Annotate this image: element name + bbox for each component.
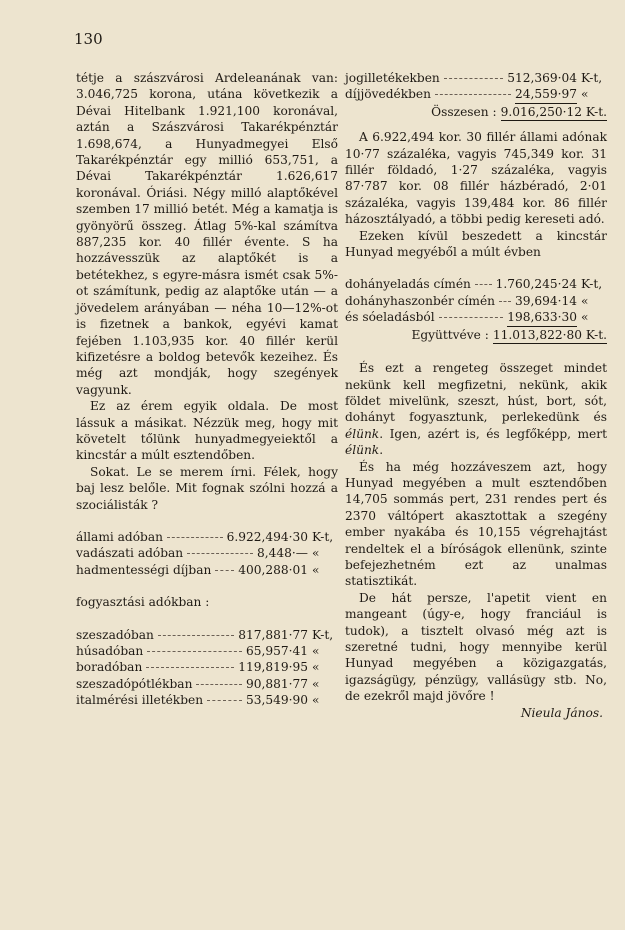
tobacco-row [345,276,607,292]
leader-dots [167,537,223,538]
total-row [345,327,607,344]
tax-label: italmérési illetékben [76,693,204,708]
tax-label: húsadóban [76,644,144,658]
tax-label: szeszadópótlékban [76,676,193,691]
total-row [345,104,607,121]
tax-unit: K-t, [312,627,334,642]
tax-row [76,659,338,675]
author-signature: Nieula János. [520,705,603,720]
tobacco-value: 39,694·14 [514,293,577,308]
tax-unit: « [312,693,320,708]
total-label: Együttvéve : [411,327,489,342]
spacer [76,578,338,594]
spacer [345,121,607,129]
tax-row [76,529,338,545]
fee-label: jogilletékekben [345,71,440,85]
leader-dots [475,284,492,285]
leader-dots [439,317,504,318]
tax-list [76,529,338,578]
emphasis: élünk [345,426,380,441]
tax-value: 817,881·77 [238,627,308,642]
fee-unit: K-t, [581,71,603,85]
tax-row [76,692,338,708]
tax-row [76,562,338,578]
spacer [76,611,338,627]
total-value: 9.016,250·12 K-t. [501,104,607,121]
leader-dots [435,94,511,95]
tax-row [76,627,338,643]
tax-value: 119,819·95 [238,660,308,675]
leader-dots [207,700,242,701]
text-run: . Igen, azért is, és legfőképp, mert [379,426,607,441]
leader-dots [187,553,253,554]
total-label: Összesen : [431,104,497,119]
section-heading: fogyasztási adókban : [76,595,210,610]
text-run: . [379,443,384,458]
paragraph: Ezeken kívül beszedett a kincstár Hunyad megyéből a múlt évben [345,228,607,260]
tax-value: 6.922,494·30 [226,529,308,544]
tax-unit: « [312,546,320,561]
tax-label: boradóban [76,660,143,675]
tax-value: 53,549·90 [245,693,308,708]
tax-row [76,643,338,659]
tax-row [76,676,338,692]
tax-unit: « [312,676,320,691]
tobacco-label: és sóeladásból [345,310,435,325]
paragraph: A 6.922,494 kor. 30 fillér állami adónak 10·77 százaléka, vagyis 745,349 kor. 31 fillér földadó, 1·27 százaléka, vagyis 87·787 kor. 08 fillér házbéradó, 2·01 százaléka, vagyis 139,484 kor. 86 fillér házosztályadó, a többi pedig kereseti adó. [345,130,607,227]
paragraph: Sokat. Le se merem írni. Félek, hogy baj lesz belőle. Mit fognak szólni hozzá a szociálisták ? [76,464,338,512]
fee-value: 512,369·04 [507,71,577,85]
fee-label: díjjövedékben [345,87,431,102]
tax-label: állami adóban [76,529,163,544]
leader-dots [147,651,242,652]
tax-value: 400,288·01 [238,562,308,577]
tobacco-unit: « [581,310,589,325]
paragraph: De hát persze, l'apetit vient en mangeant (úgy-e, hogy franciául is tudok), a tisztelt olvasó még azt is szeretné tudni, hogy mennyibe kerül Hunyad megyében a közigazgatás, igazságügy, pénzügy, vallásügy stb. No, de ezekről majd jövőre ! [345,590,607,704]
paragraph [345,360,607,458]
leader-dots [146,667,234,668]
fee-value: 24,559·97 [515,86,577,103]
tax-value: 90,881·77 [245,676,308,691]
emphasis: élünk [345,443,380,458]
tax-unit: K-t, [312,529,334,544]
tobacco-unit: K-t, [581,277,603,292]
tobacco-unit: « [581,293,589,308]
tax-label: szeszadóban [76,627,154,642]
leader-dots [196,684,242,685]
tax-value: 8,448·— [257,546,308,561]
tax-unit: « [312,644,320,658]
total-value: 11.013,822·80 K-t. [493,327,607,344]
paragraph: Ez az érem egyik oldala. De most lássuk a másikat. Nézzük meg, hogy mit követelt tőlünk hunyadmegyeiektől a kincstár a múlt esztendőben. [76,399,338,463]
tobacco-label: dohányhaszonbér címén [345,293,496,308]
tobacco-row [345,309,607,326]
spacer [345,260,607,276]
leader-dots [215,570,234,571]
tax-unit: « [312,562,320,577]
fee-list [345,70,607,121]
tobacco-row [345,293,607,309]
tax-unit: « [312,660,320,675]
leader-dots [444,78,503,79]
tax-label: vadászati adóban [76,546,184,561]
paragraph: És ha még hozzáveszem azt, hogy Hunyad megyében a mult esztendőben 14,705 sommás pert, 231 rendes pert és 2370 váltópert akasztottak a szegény ember nyakába és 10,155 végrehajtást rendeltek el a bíróságok ellenünk, szinte befejezhetném ezt az unalmas statisztikát. [345,459,607,589]
tobacco-list [345,276,607,344]
right-column [345,70,607,721]
tax-row [76,545,338,561]
fee-unit: « [581,87,589,102]
page-number: 130 [74,30,103,48]
tax-value: 65,957·41 [245,644,308,658]
tax-label: hadmentességi díjban [76,562,212,577]
leader-dots [158,635,234,636]
fee-row [345,70,607,86]
tobacco-label: dohányeladás címén [345,277,471,292]
spacer [76,513,338,529]
fee-row [345,86,607,103]
tobacco-value: 198,633·30 [507,309,577,326]
tobacco-value: 1.760,245·24 [495,277,577,292]
text-run: És ezt a rengeteg összeget mindet nekünk kell megfizetni, nekünk, akik földet mivelünk, szeszt, húst, bort, sót, dohányt fogyasztunk, perlekedünk és [345,361,607,425]
left-column [76,70,338,709]
spacer [345,344,607,360]
paragraph: tétje a szászvárosi Ardeleanának van: 3.046,725 korona, utána következik a Dévai Hitelbank 1.921,100 koronával, aztán a Szászvárosi Takarékpénztár 1.698,674, a Hunyadmegyei Első Takarékpénztár egy millió 653,751, a Dévai Takarékpénztár 1.626,617 koronával. Óriási. Négy milló alaptőkével szemben 17 millió betét. Még a kamatja is gyönyörű összeg. Átlag 5%-kal számítva 887,235 kor. 40 fillér évente. S ha hozzávesszük az alaptőkét is a betétekhez, s egyre-másra ismét csak 5%-ot számítunk, pedig az alaptőke után — a jövedelem arányában — néha 10—12%-ot is fizetnek a bankok, egyévi kamat fejében 1.103,935 kor. 40 fillér kerül kifizetésre a boldog betevők kezeihez. És még azt mondják, hogy szegények vagyunk. [76,71,338,397]
leader-dots [499,301,511,302]
consumption-tax-list [76,627,338,709]
